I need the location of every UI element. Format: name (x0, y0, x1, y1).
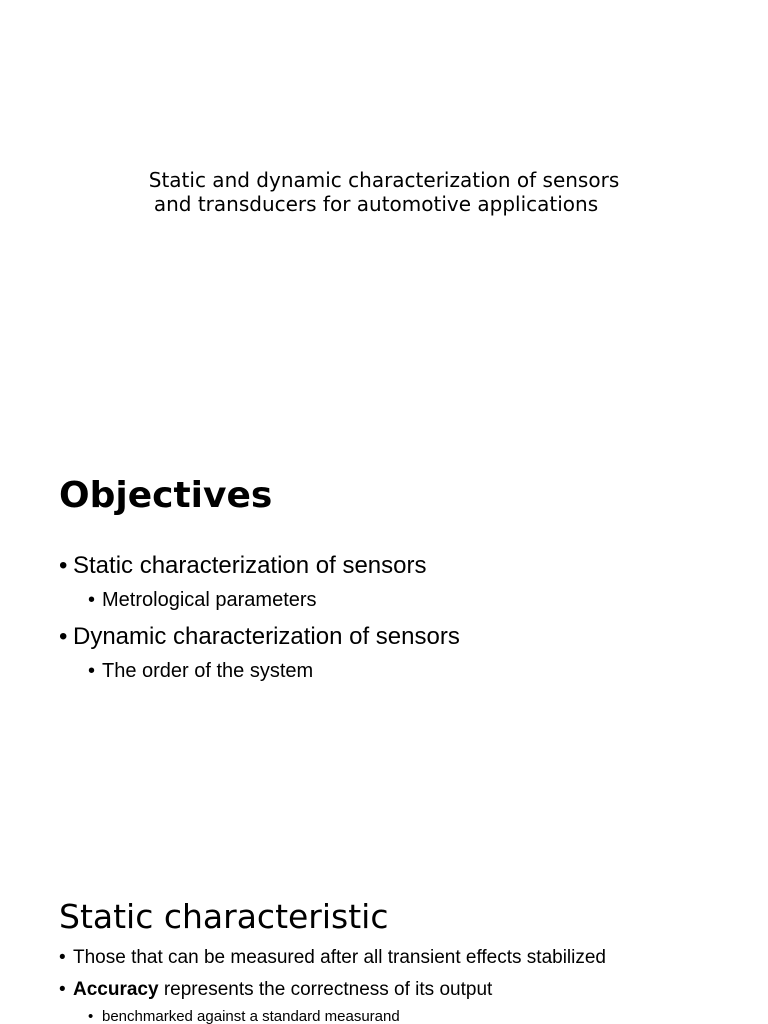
bullet-text: benchmarked against a standard measurand (102, 1008, 400, 1024)
bullet-text: Metrological parameters (102, 589, 317, 611)
title-line-2: and transducers for automotive applications (153, 192, 599, 216)
bullet-text: Dynamic characterization of sensors (73, 623, 460, 650)
sub-bullet-item (88, 1007, 400, 1024)
bullet-icon: • (59, 623, 68, 650)
title-line-1: Static and dynamic characterization of sensors (148, 168, 620, 192)
bullet-icon: • (59, 979, 66, 1000)
bullet-item (59, 978, 492, 1002)
bullet-icon: • (59, 552, 68, 579)
sub-bullet-item (88, 587, 317, 613)
bullet-icon: • (88, 660, 96, 682)
title-slide (0, 0, 768, 432)
bullet-text: Static characterization of sensors (73, 552, 427, 579)
static-characteristic-slide (0, 864, 768, 1024)
bullet-item (59, 946, 606, 970)
bullet-text: represents the correctness of its output (158, 979, 493, 1000)
bullet-item (59, 551, 427, 581)
bullet-icon: • (88, 589, 96, 611)
bullet-term: Accuracy (73, 979, 159, 1000)
bullet-item (59, 622, 460, 652)
slide-heading: Static characteristic (59, 897, 389, 936)
sub-bullet-item (88, 658, 313, 684)
slide-heading: Objectives (59, 475, 273, 516)
bullet-icon: • (59, 947, 66, 968)
bullet-text: The order of the system (102, 660, 314, 682)
bullet-icon: • (88, 1008, 94, 1024)
bullet-text: Those that can be measured after all transient effects stabilized (73, 947, 607, 968)
objectives-slide (0, 432, 768, 864)
